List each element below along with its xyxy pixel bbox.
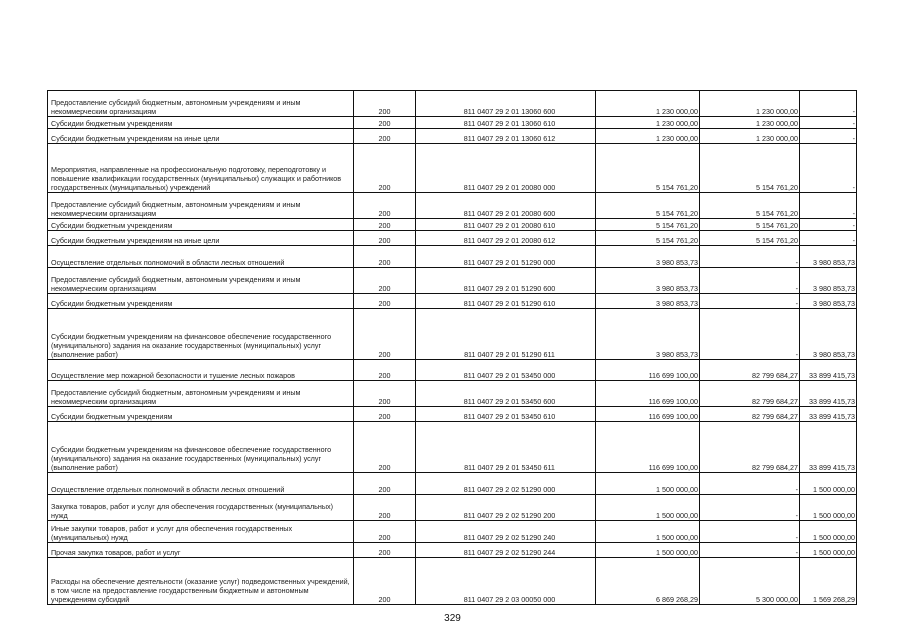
row-classification: 811 0407 29 2 01 51290 000 <box>416 246 596 268</box>
row-name: Субсидии бюджетным учреждениям <box>48 407 354 422</box>
table-row <box>48 422 857 473</box>
row-name: Субсидии бюджетным учреждениям на финансовое обеспечение государственного (муниципального) задания на оказание государственных (муниципальных) услуг (выполнение работ) <box>48 422 354 473</box>
row-value-approved: 1 500 000,00 <box>596 495 700 521</box>
row-value-approved: 116 699 100,00 <box>596 407 700 422</box>
row-name: Предоставление субсидий бюджетным, автономным учреждениям и иным некоммерческим организациям <box>48 193 354 219</box>
table-row <box>48 129 857 144</box>
row-value-unexecuted: 3 980 853,73 <box>800 309 857 360</box>
row-code: 200 <box>354 473 416 495</box>
row-classification: 811 0407 29 2 01 51290 610 <box>416 294 596 309</box>
row-code: 200 <box>354 495 416 521</box>
row-name: Субсидии бюджетным учреждениям на иные цели <box>48 231 354 246</box>
row-value-approved: 6 869 268,29 <box>596 558 700 605</box>
row-classification: 811 0407 29 2 01 20080 000 <box>416 144 596 193</box>
row-value-approved: 5 154 761,20 <box>596 144 700 193</box>
row-value-unexecuted: 33 899 415,73 <box>800 422 857 473</box>
table-row <box>48 117 857 129</box>
row-value-executed: - <box>700 543 800 558</box>
row-value-executed: 1 230 000,00 <box>700 117 800 129</box>
row-value-executed: 82 799 684,27 <box>700 422 800 473</box>
row-value-executed: - <box>700 246 800 268</box>
row-value-unexecuted: 1 500 000,00 <box>800 543 857 558</box>
row-value-executed: 5 154 761,20 <box>700 231 800 246</box>
page-number: 329 <box>444 613 461 624</box>
row-code: 200 <box>354 91 416 117</box>
row-value-executed: - <box>700 268 800 294</box>
row-value-executed: - <box>700 309 800 360</box>
table-row <box>48 407 857 422</box>
row-value-unexecuted: - <box>800 219 857 231</box>
row-code: 200 <box>354 422 416 473</box>
row-value-approved: 1 500 000,00 <box>596 473 700 495</box>
row-value-unexecuted: 3 980 853,73 <box>800 268 857 294</box>
row-name: Предоставление субсидий бюджетным, автономным учреждениям и иным некоммерческим организациям <box>48 91 354 117</box>
row-value-approved: 3 980 853,73 <box>596 309 700 360</box>
row-classification: 811 0407 29 2 01 20080 612 <box>416 231 596 246</box>
row-code: 200 <box>354 294 416 309</box>
row-value-executed: 5 300 000,00 <box>700 558 800 605</box>
row-name: Осуществление отдельных полномочий в области лесных отношений <box>48 473 354 495</box>
table-row <box>48 268 857 294</box>
row-name: Закупка товаров, работ и услуг для обеспечения государственных (муниципальных) нужд <box>48 495 354 521</box>
row-value-approved: 116 699 100,00 <box>596 360 700 381</box>
row-classification: 811 0407 29 2 01 20080 600 <box>416 193 596 219</box>
table-row <box>48 381 857 407</box>
table-row <box>48 246 857 268</box>
row-classification: 811 0407 29 2 01 53450 000 <box>416 360 596 381</box>
table-row <box>48 193 857 219</box>
row-code: 200 <box>354 193 416 219</box>
row-value-approved: 5 154 761,20 <box>596 193 700 219</box>
table-row <box>48 309 857 360</box>
row-value-approved: 1 230 000,00 <box>596 129 700 144</box>
row-code: 200 <box>354 231 416 246</box>
row-classification: 811 0407 29 2 01 53450 610 <box>416 407 596 422</box>
row-code: 200 <box>354 117 416 129</box>
row-value-unexecuted: - <box>800 129 857 144</box>
row-classification: 811 0407 29 2 03 00050 000 <box>416 558 596 605</box>
row-value-unexecuted: 1 500 000,00 <box>800 473 857 495</box>
row-value-approved: 116 699 100,00 <box>596 422 700 473</box>
row-value-executed: 82 799 684,27 <box>700 360 800 381</box>
row-value-unexecuted: 1 500 000,00 <box>800 521 857 543</box>
row-code: 200 <box>354 543 416 558</box>
row-code: 200 <box>354 129 416 144</box>
row-value-executed: 1 230 000,00 <box>700 91 800 117</box>
row-classification: 811 0407 29 2 01 53450 600 <box>416 381 596 407</box>
table-row <box>48 543 857 558</box>
row-value-approved: 1 230 000,00 <box>596 117 700 129</box>
row-value-executed: 1 230 000,00 <box>700 129 800 144</box>
row-code: 200 <box>354 407 416 422</box>
row-code: 200 <box>354 558 416 605</box>
row-classification: 811 0407 29 2 02 51290 240 <box>416 521 596 543</box>
row-value-unexecuted: 3 980 853,73 <box>800 246 857 268</box>
row-value-unexecuted: 33 899 415,73 <box>800 407 857 422</box>
row-value-executed: - <box>700 294 800 309</box>
row-value-executed: - <box>700 495 800 521</box>
row-name: Субсидии бюджетным учреждениям на иные цели <box>48 129 354 144</box>
row-classification: 811 0407 29 2 01 53450 611 <box>416 422 596 473</box>
row-classification: 811 0407 29 2 01 51290 611 <box>416 309 596 360</box>
row-code: 200 <box>354 381 416 407</box>
row-value-approved: 1 500 000,00 <box>596 521 700 543</box>
row-code: 200 <box>354 521 416 543</box>
table-row <box>48 91 857 117</box>
row-name: Иные закупки товаров, работ и услуг для обеспечения государственных (муниципальных) нужд <box>48 521 354 543</box>
row-value-approved: 3 980 853,73 <box>596 268 700 294</box>
row-value-approved: 5 154 761,20 <box>596 231 700 246</box>
row-name: Субсидии бюджетным учреждениям <box>48 117 354 129</box>
row-value-executed: 82 799 684,27 <box>700 407 800 422</box>
row-name: Мероприятия, направленные на профессиональную подготовку, переподготовку и повышение квалификации государственных (муниципальных) служащих и работников государственных (муниципальных) учреждений <box>48 144 354 193</box>
table-row <box>48 495 857 521</box>
row-classification: 811 0407 29 2 01 13060 612 <box>416 129 596 144</box>
row-value-approved: 3 980 853,73 <box>596 294 700 309</box>
row-code: 200 <box>354 268 416 294</box>
table-row <box>48 144 857 193</box>
row-classification: 811 0407 29 2 01 20080 610 <box>416 219 596 231</box>
budget-execution-table <box>47 90 857 605</box>
row-name: Субсидии бюджетным учреждениям на финансовое обеспечение государственного (муниципального) задания на оказание государственных (муниципальных) услуг (выполнение работ) <box>48 309 354 360</box>
row-value-executed: - <box>700 521 800 543</box>
row-value-approved: 3 980 853,73 <box>596 246 700 268</box>
row-name: Субсидии бюджетным учреждениям <box>48 219 354 231</box>
row-name: Осуществление отдельных полномочий в области лесных отношений <box>48 246 354 268</box>
row-code: 200 <box>354 246 416 268</box>
row-name: Прочая закупка товаров, работ и услуг <box>48 543 354 558</box>
row-value-executed: 5 154 761,20 <box>700 144 800 193</box>
row-classification: 811 0407 29 2 01 13060 600 <box>416 91 596 117</box>
row-value-executed: 5 154 761,20 <box>700 193 800 219</box>
table-row <box>48 219 857 231</box>
table-row <box>48 521 857 543</box>
row-classification: 811 0407 29 2 02 51290 000 <box>416 473 596 495</box>
row-value-unexecuted: - <box>800 91 857 117</box>
row-name: Предоставление субсидий бюджетным, автономным учреждениям и иным некоммерческим организациям <box>48 381 354 407</box>
row-value-unexecuted: - <box>800 193 857 219</box>
row-value-unexecuted: 3 980 853,73 <box>800 294 857 309</box>
row-name: Предоставление субсидий бюджетным, автономным учреждениям и иным некоммерческим организациям <box>48 268 354 294</box>
row-value-unexecuted: 33 899 415,73 <box>800 381 857 407</box>
row-value-unexecuted: - <box>800 231 857 246</box>
row-code: 200 <box>354 144 416 193</box>
row-value-approved: 5 154 761,20 <box>596 219 700 231</box>
row-value-unexecuted: - <box>800 144 857 193</box>
row-name: Осуществление мер пожарной безопасности и тушение лесных пожаров <box>48 360 354 381</box>
row-code: 200 <box>354 360 416 381</box>
row-value-unexecuted: 33 899 415,73 <box>800 360 857 381</box>
row-classification: 811 0407 29 2 01 51290 600 <box>416 268 596 294</box>
row-value-executed: 82 799 684,27 <box>700 381 800 407</box>
row-name: Субсидии бюджетным учреждениям <box>48 294 354 309</box>
table-row <box>48 231 857 246</box>
row-classification: 811 0407 29 2 02 51290 244 <box>416 543 596 558</box>
table-row <box>48 360 857 381</box>
row-value-unexecuted: 1 500 000,00 <box>800 495 857 521</box>
row-name: Расходы на обеспечение деятельности (оказание услуг) подведомственных учреждений, в том числе на предоставление государственным бюджетным и автономным учреждениям субсидий <box>48 558 354 605</box>
row-value-executed: 5 154 761,20 <box>700 219 800 231</box>
table-body <box>48 91 857 605</box>
row-value-approved: 1 500 000,00 <box>596 543 700 558</box>
row-code: 200 <box>354 219 416 231</box>
row-value-executed: - <box>700 473 800 495</box>
row-value-approved: 116 699 100,00 <box>596 381 700 407</box>
row-code: 200 <box>354 309 416 360</box>
row-value-unexecuted: 1 569 268,29 <box>800 558 857 605</box>
row-classification: 811 0407 29 2 02 51290 200 <box>416 495 596 521</box>
table-row <box>48 294 857 309</box>
table-row <box>48 473 857 495</box>
table-row <box>48 558 857 605</box>
row-value-approved: 1 230 000,00 <box>596 91 700 117</box>
row-classification: 811 0407 29 2 01 13060 610 <box>416 117 596 129</box>
row-value-unexecuted: - <box>800 117 857 129</box>
